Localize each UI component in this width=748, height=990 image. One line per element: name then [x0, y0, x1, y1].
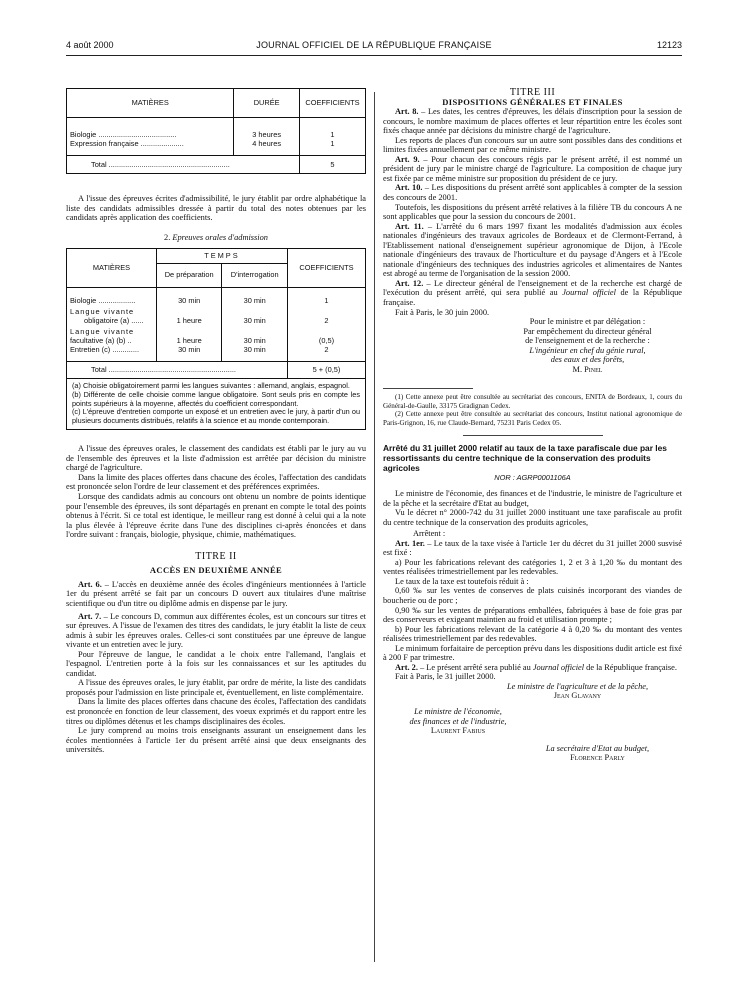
footnote-rule — [383, 388, 473, 389]
t1-total-value: 5 — [330, 159, 335, 169]
footnote-1: (1) Cette annexe peut être consultée au secrétariat des concours, ENITA de Bordeaux, 1, cours du Général-de-Gaulle, 33175 Gradignan Cedex. — [383, 393, 682, 410]
paragraph: Le taux de la taxe est toutefois réduit à : — [395, 576, 529, 586]
paragraph: Pour l'épreuve de langue, le candidat a le choix entre l'allemand, l'anglais et l'espagnol. L'entretien porte à la fois sur les connaissances et sur les aptitudes du candidat. — [66, 649, 366, 678]
t1-duree: 3 heures — [234, 117, 300, 139]
paragraph: 0,60 ‰ sur les ventes de conserves de plats cuisinés incorporant des viandes de boucherie ou de porc ; — [383, 586, 682, 605]
t1-col-coef: COEFFICIENTS — [305, 97, 360, 107]
paragraph: Lorsque des candidats admis au concours ont obtenu un nombre de points identique pour l'ensemble des épreuves, ils sont départagés en prenant en compte le total des points obtenus à l'écrit. Si ce total est identique, le meilleur rang est donné à celui qui a la note la plus élevée à l'épreuve écrite dans l'une des disciplines ci-après énoncées et dans l'ordre suivant : français, biologie, physique, chimie, mathématiques. — [66, 492, 366, 540]
arretent: Arrêtent : — [413, 529, 446, 539]
t2-prep: 30 min — [156, 345, 222, 361]
sig-line: des eaux et des forêts, — [550, 355, 625, 365]
t2-prep: 1 heure — [156, 305, 222, 325]
t1-col-matieres: MATIÈRES — [67, 89, 234, 117]
t2-int: 30 min — [222, 325, 288, 345]
table-notes — [67, 378, 365, 429]
header-date: 4 août 2000 — [66, 40, 114, 50]
signatory-name: Jean Glavany — [553, 691, 602, 701]
signature-block-4 — [383, 744, 682, 763]
sig-line: Pour le ministre et par délégation : — [529, 317, 646, 327]
paragraph: A l'issue des épreuves écrites d'admissibilité, le jury établit par ordre alphabétique la liste des candidats admissibles dressée à partir du total des notes obtenues par les candidats après application des coefficients. — [66, 194, 366, 223]
sig-line: des finances et de l'industrie, — [409, 716, 507, 726]
sig-line: L'ingénieur en chef du génie rural, — [529, 345, 646, 355]
t2-coef: 2 — [324, 315, 329, 325]
t2-col-matieres: MATIÈRES — [67, 249, 156, 287]
article-10: Art. 10. – Les dispositions du présent arrêté sont applicables à compter de la session des concours de 2001. — [383, 183, 682, 203]
section-heading-3: DISPOSITIONS GÉNÉRALES ET FINALES — [442, 96, 623, 107]
article-6: Art. 6. – L'accès en deuxième année des écoles d'ingénieurs mentionnées à l'article 1er du présent arrêté se fait par un concours D ouvert aux titulaires d'une maîtrise scientifique ou d'un titre ou diplôme admis en dispense par le jury. — [66, 579, 367, 608]
article-2: Art. 2. – Le présent arrêté sera publié au Journal officiel de la République française. — [395, 662, 677, 672]
signatory-name: Laurent Fabius — [430, 726, 486, 736]
footnote-2: (2) Cette annexe peut être consultée au secrétariat des concours, Institut national agronomique de Paris-Grignon, 16, rue Claude-Bernard, 75231 Paris Cedex 05. — [383, 410, 682, 427]
t2-col-coef: COEFFICIENTS — [287, 249, 365, 287]
journal-title: JOURNAL OFFICIEL DE LA RÉPUBLIQUE FRANÇAISE — [256, 40, 492, 50]
table-row: Biologie .................. — [67, 287, 156, 305]
sig-line: Le ministre de l'économie, — [414, 707, 502, 716]
signatory-name: Florence Parly — [570, 753, 625, 763]
page-number: 12123 — [656, 40, 682, 50]
decree-title: Arrêté du 31 juillet 2000 relatif au taux de la taxe parafiscale due par les ressortissants du centre technique de la conservation des produits agricoles — [383, 443, 667, 473]
paragraph: b) Pour les fabrications relevant de la catégorie 4 à 0,20 ‰ du montant des ventes réalisées trimestriellement par des redevables. — [383, 624, 682, 644]
t2-coef: 2 — [324, 345, 329, 355]
t2-total-value: 5 + (0,5) — [312, 365, 341, 375]
sig-line: Le ministre de l'agriculture et de la pêche, — [506, 681, 649, 691]
t2-coef: 1 — [324, 295, 329, 305]
page-header — [66, 40, 682, 54]
t1-matiere: Biologie — [70, 129, 97, 139]
signature-block-3 — [383, 707, 533, 736]
t2-prep: 1 heure — [156, 325, 222, 345]
paragraph: a) Pour les fabrications relevant des catégories 1, 2 et 3 à 1,20 ‰ du montant des ventes réalisées trimestriellement par les redevables. — [383, 557, 682, 577]
table-row: Biologie ...................................... — [67, 117, 234, 139]
oral-exam-table — [66, 248, 366, 430]
article-11: Art. 11. – L'arrêté du 6 mars 1997 fixant les modalités d'admission aux écoles nationales d'ingénieurs des travaux agricoles de Bordeaux et de Clermont-Ferrand, à l'Etablissement national d'enseignement supérieur agronomique de Dijon, à l'Ecole nationale d'ingénieurs des travaux de l'horticulture et du paysage d'Angers et à l'Ecole nationale d'ingénieurs des techniques des industries agricoles et alimentaires de Nantes est abrogé au terme de l'organisation de la session 2000. — [383, 221, 682, 279]
paragraph: Le jury comprend au moins trois enseignants assurant un enseignement dans les écoles mentionnées à l'article 1er du présent arrêté ainsi que deux enseignants des universités. — [66, 726, 366, 755]
paragraph: A l'issue des épreuves orales, le classement des candidats est établi par le jury au vu de l'ensemble des épreuves et la liste d'admission est arrêtée par décision du ministre chargé de l'agriculture. — [66, 444, 366, 473]
right-column — [383, 88, 682, 763]
paragraph: Dans la limite des places offertes dans chacune des écoles, l'affectation des candidats est prononcée selon l'ordre de leur classement et des préférences exprimées. — [66, 472, 366, 492]
t2-int: 30 min — [222, 305, 288, 325]
t2-col-interro: D'interrogation — [222, 263, 288, 287]
t2-col-temps: TEMPS — [156, 249, 287, 263]
column-divider — [374, 92, 375, 962]
t1-matiere: Expression française — [70, 139, 139, 149]
t1-coef: 1 — [330, 129, 335, 139]
left-column — [66, 88, 366, 755]
paragraph: 0,90 ‰ sur les ventes de préparations emballées, fabriquées à base de foie gras par des conserveurs et exigeant maintien au froid et utilisation prompte ; — [383, 605, 682, 625]
sig-line: de l'enseignement et de la recherche : — [525, 336, 650, 346]
t2-int: 30 min — [222, 287, 288, 305]
paragraph: Le minimum forfaitaire de perception prévu dans les dispositions dudit article est fixé à 200 F par trimestre. — [383, 643, 682, 663]
table-row: Expression française ..................... — [67, 139, 234, 155]
t1-col-duree: DURÉE — [234, 89, 300, 117]
paragraph: Vu le décret n° 2000-742 du 31 juillet 2000 instituant une taxe parafiscale au profit du centre technique de la conservation des produits agricoles, — [383, 508, 682, 527]
article-7: Art. 7. – Le concours D, commun aux différentes écoles, est un concours sur titres et sur épreuves. A l'issue de l'examen des titres des candidats, le jury établit la liste de ceux admis à subir les épreuves orales. Celles-ci sont constituées par une épreuve de langue vivante et un entretien avec le jury. — [66, 611, 367, 650]
signature-date-1: Fait à Paris, le 30 juin 2000. — [395, 307, 490, 317]
t1-duree: 4 heures — [234, 139, 300, 155]
written-exam-table — [66, 88, 366, 174]
t2-prep: 30 min — [156, 287, 222, 305]
t2-total-label: Total .............................................................. — [67, 361, 287, 378]
t1-coef: 1 — [330, 139, 335, 149]
t2-coef: (0,5) — [318, 335, 335, 345]
article-12: Art. 12. – Le directeur général de l'enseignement et de la recherche est chargé de l'exécution du présent arrêté, qui sera publié au Journal officiel de la République française. — [383, 278, 683, 308]
paragraph: Toutefois, les dispositions du présent arrêté relatives à la filière TB du concours A ne sont applicables que pour la session du concours de 2001. — [383, 202, 682, 222]
sig-line: Par empêchement du directeur général — [523, 326, 652, 336]
nor-reference: NOR : AGRP0001106A — [494, 473, 571, 483]
signature-block-2 — [383, 682, 682, 701]
article-9: Art. 9. – Pour chacun des concours régis par le présent arrêté, il est nommé un président de jury par le ministre chargé de l'agriculture. La composition de chaque jury est fixée par ce même ministre sur proposition du président de ce jury. — [383, 154, 683, 183]
table-row: Entretien (c) ............. — [67, 345, 156, 361]
paragraph: A l'issue des épreuves orales, le jury établit, par ordre de mérite, la liste des candidats proposés pour l'admission en liste principale et, éventuellement, en liste complémentaire. — [66, 678, 366, 697]
t2-col-prep: De préparation — [156, 263, 222, 287]
paragraph: Les reports de places d'un concours sur un autre sont possibles dans des conditions et limites fixées annuellement par ce même ministre. — [383, 135, 682, 155]
sig-line: La secrétaire d'Etat au budget, — [545, 743, 650, 753]
table-row: Langue vivante obligatoire (a) ...... — [67, 305, 156, 325]
section-heading-2: ACCÈS EN DEUXIÈME ANNÉE — [149, 565, 283, 576]
separator-rule — [463, 435, 603, 436]
section-caption: 2. Epreuves orales d'admission — [164, 232, 268, 242]
article-8: Art. 8. – Les dates, les centres d'épreuves, les délais d'inscription pour la session de concours, le nombre maximum de places offertes et leur répartition entre les écoles sont fixés chaque année par décisions du ministre chargé de l'agriculture. — [383, 107, 683, 136]
paragraph: Dans la limite des places offertes dans chacune des écoles, l'affectation des candidats est prononcée en fonction de leur classement, des voeux exprimés et du rapport entre les titres ou diplômes détenus et les champs disciplinaires des écoles. — [66, 697, 366, 726]
t2-int: 30 min — [222, 345, 288, 361]
title-2: TITRE II — [195, 550, 237, 562]
note-c: (c) L'épreuve d'entretien comporte un exposé et un entretien avec le jury, à partir d'un ou plusieurs documents distribués, relatifs à la science et au monde contemporain. — [72, 407, 360, 425]
signatory-name: M. Pinel — [572, 364, 603, 374]
header-rule — [66, 55, 682, 56]
note-b: (b) Différente de celle choisie comme langue obligatoire. Sont seuls pris en compte les points supérieurs à la moyenne, affectés du coefficient correspondant. — [72, 389, 360, 408]
t1-total-label: Total ........................................................... — [67, 155, 299, 173]
signature-block-1 — [383, 317, 682, 374]
article-1: Art. 1er. – Le taux de la taxe visée à l'article 1er du décret du 31 juillet 2000 susvisé est fixé : — [383, 538, 682, 558]
paragraph: Le ministre de l'économie, des finances et de l'industrie, le ministre de l'agriculture et de la pêche et la secrétaire d'Etat au budget, — [383, 488, 682, 508]
signature-date-2: Fait à Paris, le 31 juillet 2000. — [395, 672, 496, 682]
table-row: Langue vivante facultative (a) (b) .. — [67, 325, 156, 345]
title-3: TITRE III — [509, 87, 556, 98]
note-a: (a) Choisie obligatoirement parmi les langues suivantes : allemand, anglais, espagnol. — [72, 381, 350, 391]
